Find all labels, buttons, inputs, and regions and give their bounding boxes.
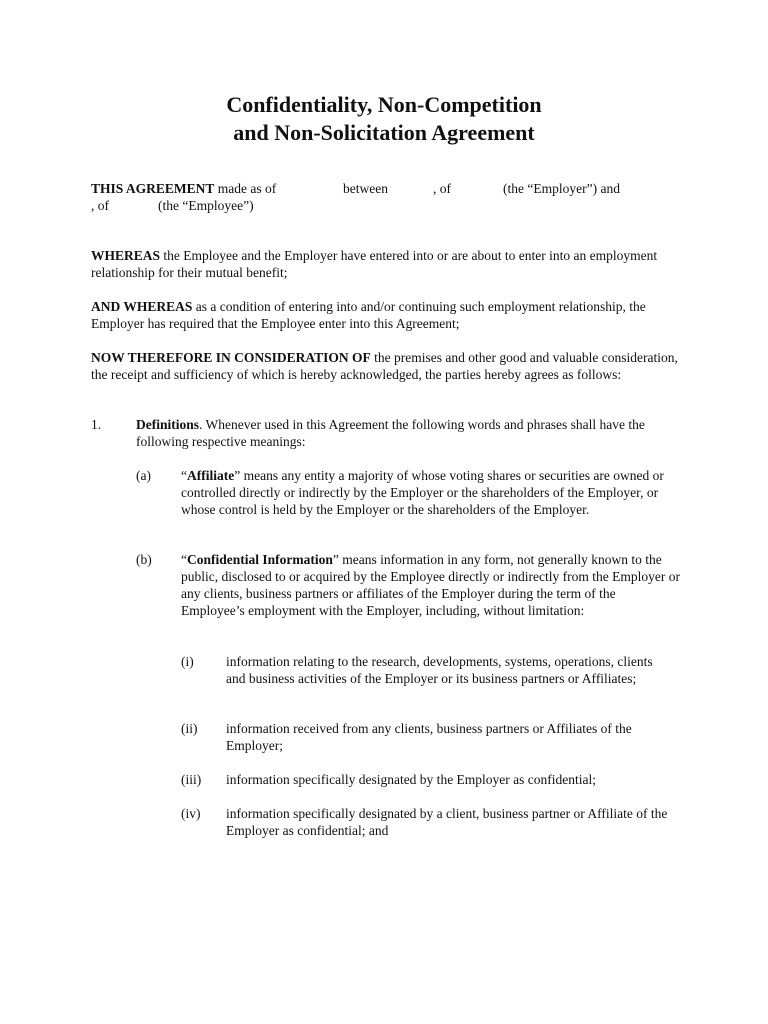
preamble-of-2: , of xyxy=(91,198,109,213)
sub-item-i-text: information relating to the research, developments, systems, operations, clients and business activities of the Employer or its business partners or Affiliates; xyxy=(226,654,653,686)
sub-item-iv-text: information specifically designated by a client, business partner or Affiliate of the Employer as confidential; and xyxy=(226,806,668,838)
definition-a-term: Affiliate xyxy=(187,468,235,483)
section-1-number: 1. xyxy=(91,417,102,432)
definition-b-text xyxy=(181,551,681,619)
now-therefore-bold: NOW THEREFORE IN CONSIDERATION OF xyxy=(91,350,371,365)
definition-a-body: ” means any entity a majority of whose voting shares or securities are owned or controlled directly or indirectly by the Employer or the shareholders of the Employer, or whose control is held by the Employer or the shareholders of the Employer. xyxy=(181,468,664,517)
preamble-between: between xyxy=(343,181,388,196)
now-therefore-paragraph xyxy=(91,349,691,383)
preamble-made-as-of: made as of xyxy=(214,181,277,196)
document-title-line-1: Confidentiality, Non-Competition xyxy=(226,92,542,117)
definition-b-term: Confidential Information xyxy=(187,552,333,567)
definition-a-text xyxy=(181,467,681,518)
sub-item-iv-label: (iv) xyxy=(181,806,201,821)
whereas-text: the Employee and the Employer have entered into or are about to enter into an employment relationship for their mutual benefit; xyxy=(91,248,658,280)
and-whereas-bold: AND WHEREAS xyxy=(91,299,193,314)
preamble-employer-label: (the “Employer”) and xyxy=(503,181,620,196)
sub-item-ii-label: (ii) xyxy=(181,721,198,736)
definition-a-label: (a) xyxy=(136,468,151,483)
sub-item-i-label: (i) xyxy=(181,654,194,669)
sub-item-iii-text: information specifically designated by the Employer as confidential; xyxy=(226,772,597,787)
whereas-bold: WHEREAS xyxy=(91,248,161,263)
preamble-bold: THIS AGREEMENT xyxy=(91,181,215,196)
definition-a-open-quote: “ xyxy=(181,468,187,483)
definition-b-body: ” means information in any form, not generally known to the public, disclosed to or acquired by the Employee directly or indirectly from the Employer or any clients, business partners or affiliates of the Employer during the term of the Employee’s employment with the Employer, including, without limitation: xyxy=(181,552,680,618)
sub-item-ii-text: information received from any clients, business partners or Affiliates of the Employer; xyxy=(226,721,632,753)
definition-b-label: (b) xyxy=(136,552,152,567)
document-title-line-2: and Non-Solicitation Agreement xyxy=(233,120,535,145)
preamble-of-1: , of xyxy=(433,181,451,196)
preamble-employee-label: (the “Employee”) xyxy=(158,198,254,213)
section-1-text xyxy=(136,416,684,450)
whereas-paragraph xyxy=(91,247,691,281)
section-1-body: . Whenever used in this Agreement the following words and phrases shall have the following respective meanings: xyxy=(136,417,645,449)
and-whereas-text: as a condition of entering into and/or continuing such employment relationship, the Employer has required that the Employee enter into this Agreement; xyxy=(91,299,646,331)
and-whereas-paragraph xyxy=(91,298,691,332)
sub-item-iii-label: (iii) xyxy=(181,772,202,787)
definition-b-open-quote: “ xyxy=(181,552,187,567)
section-1-heading: Definitions xyxy=(136,417,200,432)
now-therefore-text: the premises and other good and valuable consideration, the receipt and sufficiency of which is hereby acknowledged, the parties hereby agrees as follows: xyxy=(91,350,678,382)
